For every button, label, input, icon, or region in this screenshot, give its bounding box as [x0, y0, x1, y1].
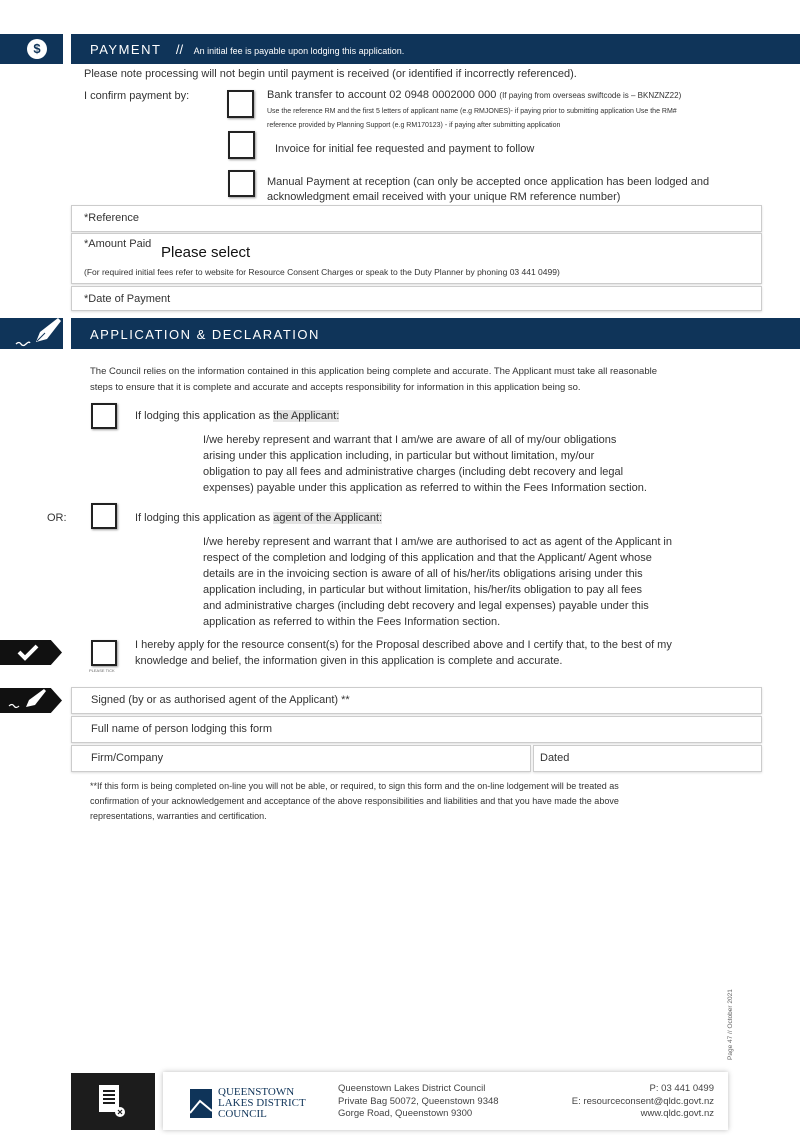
email-link[interactable]: E: resourceconsent@qldc.govt.nz — [571, 1095, 714, 1107]
manual-payment-checkbox[interactable] — [228, 170, 255, 197]
signed-field[interactable] — [71, 687, 762, 714]
firm-company-field[interactable] — [71, 745, 531, 772]
declaration-header — [71, 318, 800, 349]
amount-label: *Amount Paid — [84, 238, 152, 250]
intro-line-1: The Council relies on the information contained in this application being complete and accurate. The Applicant must take all reasonable — [90, 366, 657, 377]
footer-address: Queenstown Lakes District Council Private Bag 50072, Queenstown 9348 Gorge Road, Queenstown 9300 — [338, 1083, 499, 1119]
full-name-label: Full name of person lodging this form — [91, 723, 272, 735]
form-icon-box — [71, 1073, 155, 1130]
payment-note: Please note processing will not begin until payment is received (or identified if incorrectly referenced). — [84, 68, 577, 80]
pen-icon — [0, 318, 63, 349]
applicant-text: I/we hereby represent and warrant that I am/we are aware of all of my/our obligations arising under this application including, in particular but without limitation, my/our obligation to pay all fees and administrative charges (including debt recovery and legal expenses) payable under this application as referred to within the Fees Information section. — [203, 434, 647, 494]
dated-label: Dated — [540, 752, 570, 764]
payment-header — [71, 34, 800, 64]
agent-text: I/we hereby represent and warrant that I am/we are authorised to act as agent of the Applicant in respect of the completion and lodging of this application and that the Applicant/ Agent whose details are in the invoicing section is aware of all of his/her/its obligations arising under this application including, in particular but without limitation, his/her/its obligation to pay all fees and administrative charges (including debt recovery and legal expenses) payable under this application as referred to within the Fees Information section. — [203, 536, 672, 628]
apply-text: I hereby apply for the resource consent(s) for the Proposal described above and I certify that, to the best of my knowledge and belief, the information given in this application is complete and accurate. — [135, 639, 672, 667]
reference-label: *Reference — [84, 212, 140, 224]
amount-note: (For required initial fees refer to website for Resource Consent Charges or speak to the Duty Planner by phoning 03 441 0499) — [84, 267, 560, 277]
confirm-label: I confirm payment by: — [84, 90, 190, 102]
document-icon — [71, 1073, 155, 1130]
website-link[interactable]: www.qldc.govt.nz — [640, 1108, 714, 1119]
footer-card — [163, 1072, 728, 1130]
invoice-checkbox[interactable] — [228, 131, 255, 159]
sign-marker — [0, 688, 62, 713]
payment-icon-box — [0, 34, 63, 64]
pen-icon — [0, 688, 62, 713]
payment-subtitle: An initial fee is payable upon lodging this application. — [193, 46, 405, 56]
apply-checkbox[interactable] — [91, 640, 117, 666]
signed-label: Signed (by or as authorised agent of the Applicant) ** — [91, 694, 350, 706]
declaration-title: APPLICATION & DECLARATION — [90, 327, 320, 342]
amount-paid-field — [71, 233, 762, 284]
declaration-icon-box — [0, 318, 63, 349]
bank-transfer-detail-1: Use the reference RM and the first 5 letters of applicant name (e.g RMJONES)- if paying prior to submitting application Use the RM# — [267, 108, 677, 115]
or-label: OR: — [47, 512, 67, 524]
agent-label: If lodging this application as agent of the Applicant: — [135, 512, 383, 524]
qldc-logo — [190, 1089, 212, 1118]
page-info: Page 47 // October 2021 — [727, 989, 734, 1060]
bank-transfer-detail-2: reference provided by Planning Support (e.g RM170123) - if paying after submitting application — [267, 122, 561, 129]
check-marker — [0, 640, 62, 665]
checkmark-icon — [0, 640, 62, 665]
please-tick-label: PLEASE TICK — [89, 668, 115, 673]
manual-payment-label-2: acknowledgment email received with your unique RM reference number) — [267, 191, 621, 203]
dated-field[interactable] — [533, 745, 762, 772]
separator: // — [175, 42, 184, 57]
full-name-field[interactable] — [71, 716, 762, 743]
agent-checkbox[interactable] — [91, 503, 117, 529]
applicant-checkbox[interactable] — [91, 403, 117, 429]
applicant-label: If lodging this application as the Applicant: — [135, 410, 340, 422]
logo-text: QUEENSTOWN LAKES DISTRICT COUNCIL — [218, 1086, 306, 1120]
dollar-icon: $ — [27, 39, 47, 59]
manual-payment-label: Manual Payment at reception (can only be accepted once application has been lodged and — [267, 176, 710, 188]
footnote: **If this form is being completed on-line you will not be able, or required, to sign this form and the on-line lodgement will be treated as confirmation of your acknowledgement and acceptance of the above responsibilities and liabilities and that you have made the above representations, warranties and certification. — [90, 781, 619, 821]
firm-label: Firm/Company — [91, 752, 164, 764]
reference-field[interactable] — [71, 205, 762, 232]
bank-transfer-checkbox[interactable] — [227, 90, 254, 118]
invoice-label: Invoice for initial fee requested and payment to follow — [275, 143, 535, 155]
date-label: *Date of Payment — [84, 293, 171, 305]
payment-title: PAYMENT — [90, 42, 162, 57]
date-of-payment-field[interactable] — [71, 286, 762, 311]
bank-transfer-label: Bank transfer to account 02 0948 0002000 000 (If paying from overseas swiftcode is – BKNZNZ22) — [267, 89, 682, 101]
footer-contact: P: 03 441 0499 E: resourceconsent@qldc.govt.nz www.qldc.govt.nz — [571, 1083, 714, 1119]
intro-line-2: steps to ensure that it is complete and accurate and accepts responsibility for information in this application being so. — [90, 382, 581, 393]
amount-select[interactable]: Please select — [161, 244, 251, 261]
